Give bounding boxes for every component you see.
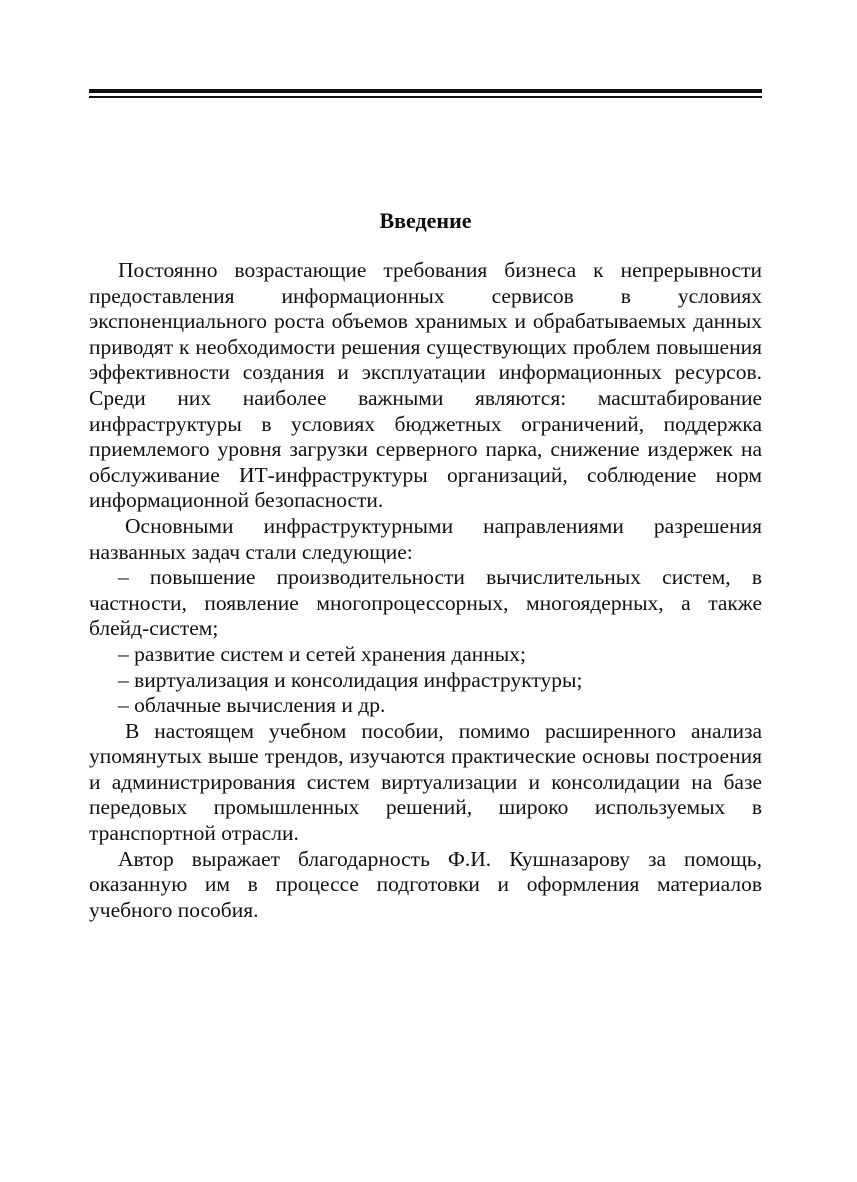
paragraph-directions: Основными инфраструктурными направлениями разрешения названных задач стали следующие: xyxy=(89,513,762,564)
page-title: Введение xyxy=(379,208,472,233)
body-text xyxy=(89,258,762,923)
paragraph-acknowledgement: Автор выражает благодарность Ф.И. Кушназарову за помощь, оказанную им в процессе подготовки и оформления материалов учебного пособия. xyxy=(89,846,762,922)
header-rule-thick xyxy=(89,89,762,93)
paragraph-intro: Постоянно возрастающие требования бизнеса к непрерывности предоставления информационных сервисов в условиях экспоненциального роста объемов хранимых и обрабатываемых данных приводят к необходимости решения существующих проблем повышения эффективности создания и эксплуатации информационных ресурсов. Среди них наиболее важными являются: масштабирование инфраструктуры в условиях бюджетных ограничений, поддержка приемлемого уровня загрузки серверного парка, снижение издержек на обслуживание ИТ-инфраструктуры организаций, соблюдение норм информационной безопасности. xyxy=(89,258,762,513)
list-item: – повышение производительности вычислительных систем, в частности, появление многопроцессорных, многоядерных, а также блейд-систем; xyxy=(89,565,762,641)
list-item: – облачные вычисления и др. xyxy=(118,693,386,718)
paragraph-manual: В настоящем учебном пособии, помимо расширенного анализа упомянутых выше трендов, изучаются практические основы построения и администрирования систем виртуализации и консолидации на базе передовых промышленных решений, широко используемых в транспортной отрасли. xyxy=(89,718,762,846)
list-item: – виртуализация и консолидация инфраструктуры; xyxy=(118,667,583,692)
header-rule-thin xyxy=(89,96,762,98)
list-item: – развитие систем и сетей хранения данных; xyxy=(118,641,526,666)
